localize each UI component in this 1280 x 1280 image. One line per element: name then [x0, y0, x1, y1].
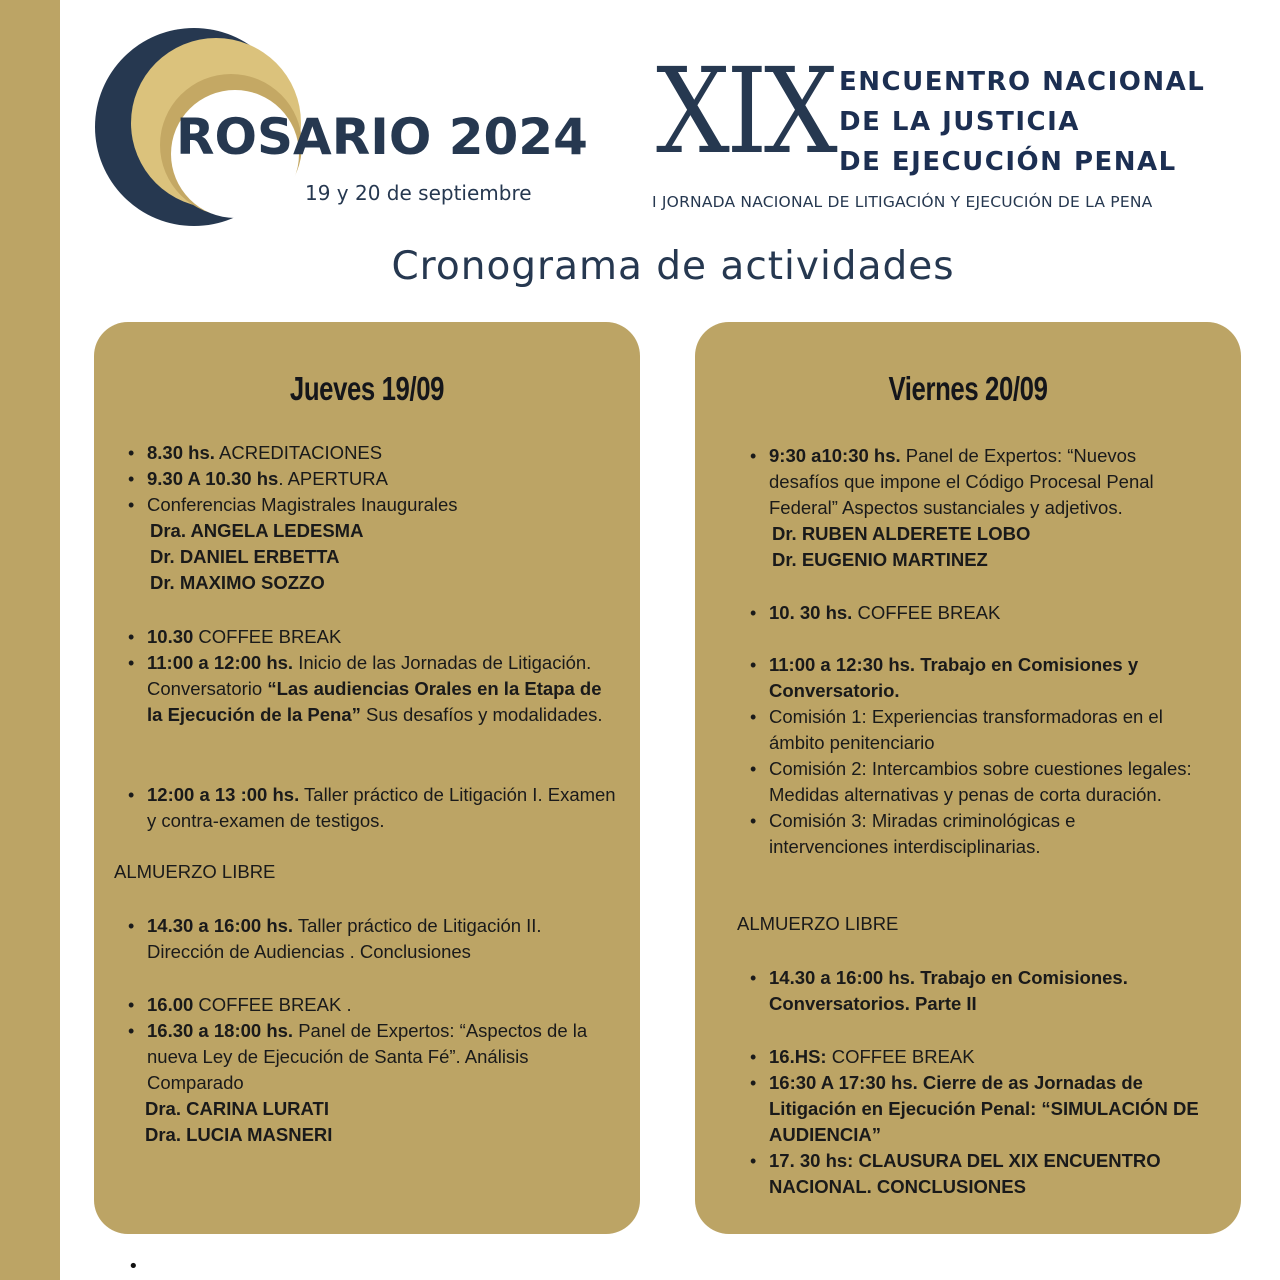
item-text: COFFEE BREAK — [852, 602, 1001, 623]
list-item — [147, 440, 617, 466]
list-item — [147, 992, 617, 1018]
list-item — [147, 782, 617, 834]
thursday-lunch: ALMUERZO LIBRE — [114, 861, 276, 882]
thursday-title: Jueves 19/09 — [289, 370, 445, 407]
list-item — [147, 650, 617, 728]
speaker: Dra. ANGELA LEDESMA — [150, 520, 364, 541]
thursday-card — [94, 322, 640, 1234]
item-text: Sus desafíos y modalidades. — [360, 704, 603, 725]
item-time: 10. 30 hs. — [769, 602, 853, 623]
list-item — [147, 492, 617, 518]
friday-block-commissions — [769, 652, 1199, 860]
item-time: 16.30 a 18:00 hs. — [147, 1020, 294, 1041]
item-highlight: . Trabajo en Comisiones y Conversatorio. — [769, 654, 1139, 701]
friday-block-coffee1 — [769, 600, 1194, 626]
side-bar — [0, 0, 60, 1280]
item-text: Comisión 3: Miradas criminológicas e intervenciones interdisciplinarias. — [769, 810, 1076, 857]
item-text: Inicio de las Jornadas de Litigación. Conversatorio — [147, 652, 592, 699]
item-text: Taller práctico de Litigación II. Dirección de Audiencias . Conclusiones — [147, 915, 542, 962]
item-text: Panel de Expertos: “Aspectos de la nueva Ley de Ejecución de Santa Fé”. Análisis Comparado — [147, 1020, 588, 1093]
logo-dates: 19 y 20 de septiembre — [305, 181, 532, 205]
item-time: 9.30 A 10.30 hs — [147, 468, 279, 489]
list-item — [769, 1044, 1199, 1070]
schedule-title: Cronograma de actividades — [391, 244, 955, 289]
item-highlight: 14.30 a 16:00 hs. Trabajo en Comisiones. Conversatorios. Parte II — [769, 967, 1128, 1014]
event-title — [839, 62, 1205, 182]
item-text: COFFEE BREAK — [826, 1046, 975, 1067]
event-title-line: DE LA JUSTICIA — [839, 107, 1080, 137]
item-text: . APERTURA — [278, 468, 388, 489]
event-title-line: ENCUENTRO NACIONAL — [839, 67, 1206, 97]
list-item — [769, 808, 1199, 860]
event-subtitle: I JORNADA NACIONAL DE LITIGACIÓN Y EJECUCIÓN DE LA PENA — [652, 193, 1153, 211]
speaker: Dra. CARINA LURATI — [145, 1098, 329, 1119]
item-time: 8.30 hs. — [147, 442, 215, 463]
friday-title: Viernes 20/09 — [888, 370, 1048, 407]
friday-lunch: ALMUERZO LIBRE — [737, 913, 899, 934]
friday-block-panel — [769, 443, 1194, 573]
list-item — [769, 756, 1199, 808]
item-text: Taller práctico de Litigación I. Examen y contra-examen de testigos. — [147, 784, 616, 831]
item-text: ACREDITACIONES — [214, 442, 383, 463]
item-text: Comisión 1: Experiencias transformadoras en el ámbito penitenciario — [769, 706, 1163, 753]
list-item — [769, 443, 1194, 521]
speaker: Dr. RUBEN ALDERETE LOBO — [772, 523, 1031, 544]
item-time: 11:00 a 12:00 hs. — [147, 652, 294, 673]
speaker: Dr. EUGENIO MARTINEZ — [772, 549, 988, 570]
friday-block-part2 — [769, 965, 1189, 1017]
list-item — [769, 965, 1189, 1017]
list-item — [147, 913, 617, 965]
item-text: Panel de Expertos: “Nuevos desafíos que impone el Código Procesal Penal Federal” Aspectos sustanciales y adjetivos. — [769, 445, 1154, 518]
item-time: 14.30 a 16:00 hs. — [147, 915, 294, 936]
item-time: 10.30 — [147, 626, 194, 647]
logo-city: ROSARIO 2024 — [176, 108, 588, 166]
thursday-block-opening — [147, 440, 617, 596]
item-time: 16.00 — [147, 994, 194, 1015]
list-item — [769, 1148, 1199, 1200]
list-item — [769, 652, 1199, 704]
item-time: 12:00 a 13 :00 hs. — [147, 784, 300, 805]
list-item — [147, 624, 617, 650]
item-text: Comisión 2: Intercambios sobre cuestiones legales: Medidas alternativas y penas de corta duración. — [769, 758, 1192, 805]
item-highlight: “Las audiencias Orales en la Etapa de la Ejecución de la Pena” — [147, 678, 602, 725]
thursday-block-taller1 — [147, 782, 617, 834]
thursday-block-afternoon — [147, 992, 617, 1148]
item-text: COFFEE BREAK — [193, 626, 342, 647]
item-text: COFFEE BREAK . — [193, 994, 352, 1015]
list-item — [147, 466, 617, 492]
item-time: 9:30 a10:30 hs. — [769, 445, 901, 466]
list-item — [769, 600, 1194, 626]
item-highlight: 16:30 A 17:30 hs. Cierre de as Jornadas de Litigación en Ejecución Penal: “SIMULACIÓN DE AUDIENCIA” — [769, 1072, 1199, 1145]
list-item — [769, 1070, 1199, 1148]
speaker: Dr. MAXIMO SOZZO — [150, 572, 325, 593]
thursday-block-morning — [147, 624, 617, 728]
list-item — [769, 704, 1199, 756]
speaker: Dra. LUCIA MASNERI — [145, 1124, 333, 1145]
speaker: Dr. DANIEL ERBETTA — [150, 546, 340, 567]
item-highlight: 17. 30 hs: CLAUSURA DEL XIX ENCUENTRO NACIONAL. CONCLUSIONES — [769, 1150, 1161, 1197]
item-time: 11:00 a 12:30 hs — [769, 654, 910, 675]
item-text: Conferencias Magistrales Inaugurales — [147, 494, 458, 515]
thursday-block-taller2 — [147, 913, 617, 965]
friday-block-closing — [769, 1044, 1199, 1200]
event-title-line: DE EJECUCIÓN PENAL — [839, 147, 1177, 177]
list-item — [147, 1018, 617, 1096]
trailing-bullet: • — [128, 1256, 139, 1277]
event-roman-numeral: XIX — [656, 42, 835, 180]
item-time: 16.HS: — [769, 1046, 827, 1067]
friday-card — [695, 322, 1241, 1234]
